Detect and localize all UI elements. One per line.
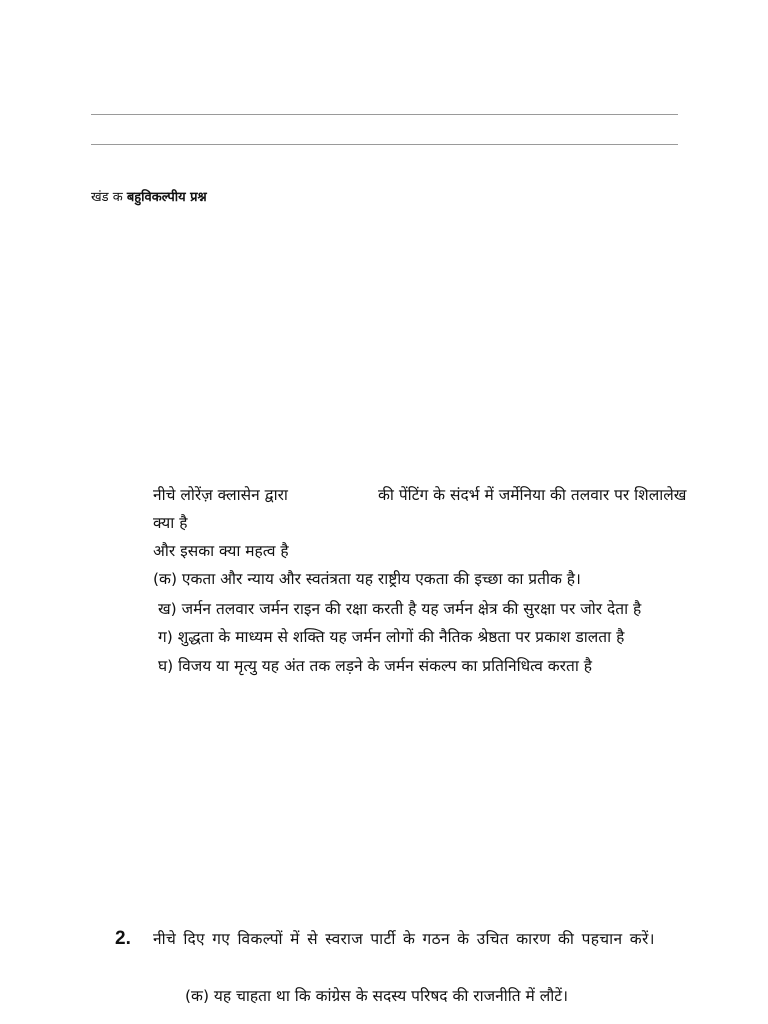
q1-line-1b: की पेंटिंग के संदर्भ में जर्मेनिया की तलवार पर शिलालेख — [378, 486, 687, 504]
q1-option-ga: ग) शुद्धता के माध्यम से शक्ति यह जर्मन लोगों की नैतिक श्रेष्ठता पर प्रकाश डालता है — [158, 628, 625, 646]
q2-option-ka: (क) यह चाहता था कि कांग्रेस के सदस्य परिषद की राजनीति में लौटें। — [185, 987, 568, 1005]
section-label: खंड क — [91, 190, 123, 205]
q1-line-2: क्या है — [153, 514, 188, 532]
q1-option-gha: घ) विजय या मृत्यु यह अंत तक लड़ने के जर्मन संकल्प का प्रतिनिधित्व करता है — [158, 657, 593, 675]
q2-text: नीचे दिए गए विकल्पों में से स्वराज पार्टी के गठन के उचित कारण की पहचान करें। — [153, 930, 655, 948]
top-rule-1 — [91, 114, 678, 115]
q1-option-ka: (क) एकता और न्याय और स्वतंत्रता यह राष्ट्रीय एकता की इच्छा का प्रतीक है। — [153, 570, 581, 588]
q1-line-3: और इसका क्या महत्व है — [153, 542, 289, 560]
q1-option-kha: ख) जर्मन तलवार जर्मन राइन की रक्षा करती है यह जर्मन क्षेत्र की सुरक्षा पर जोर देता है — [158, 600, 642, 618]
q2-number: 2. — [115, 928, 131, 949]
section-heading — [91, 188, 207, 208]
top-rule-2 — [91, 144, 678, 145]
section-title: बहुविकल्पीय प्रश्न — [126, 190, 207, 205]
q1-line-1a: नीचे लोरेंज़ क्लासेन द्वारा — [153, 486, 288, 504]
